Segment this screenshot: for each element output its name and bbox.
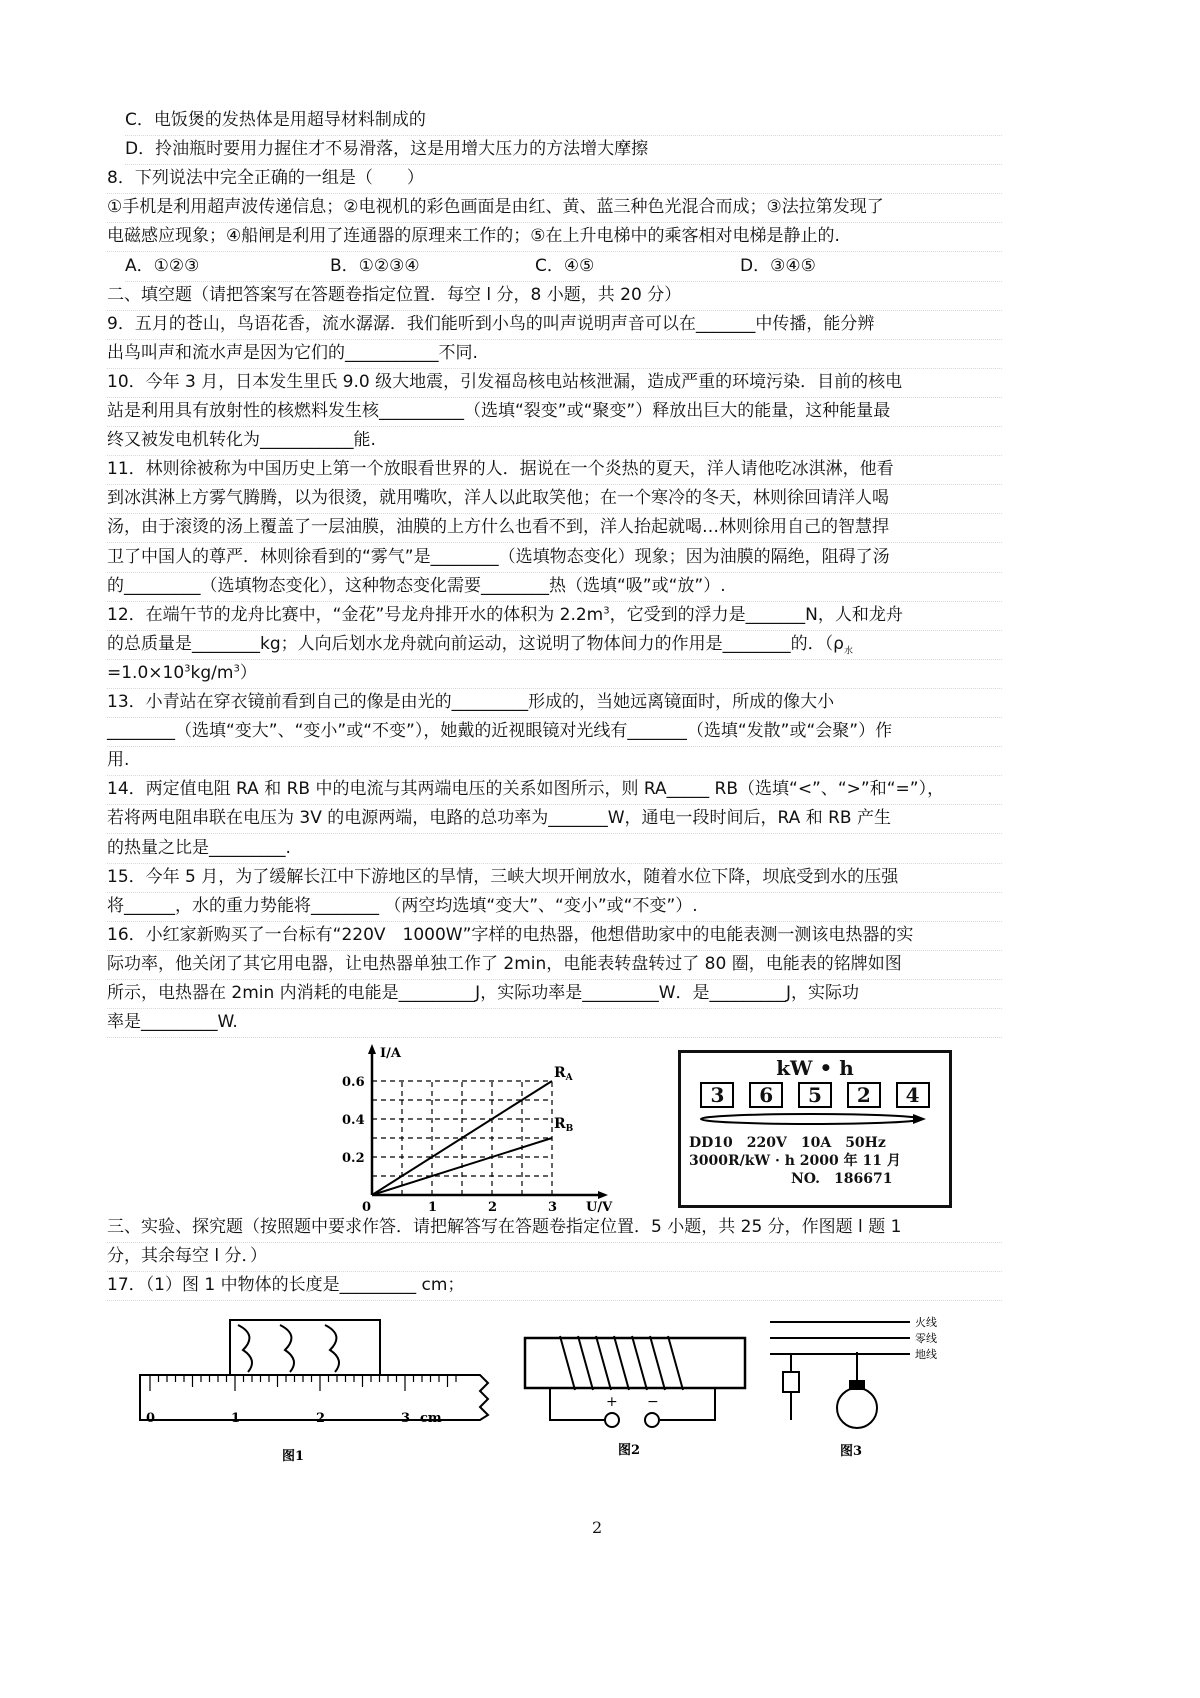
series-label: $R_B$	[554, 1116, 574, 1134]
text-line: 际功率，他关闭了其它用电器，让电热器单独工作了 2min，电能表转盘转过了 80 圈，电能表的铭牌如图	[107, 950, 1002, 980]
meter-digit: 2	[847, 1082, 881, 1108]
iv-graph	[340, 1040, 620, 1215]
question-12	[107, 601, 1002, 631]
ruler-label: 2	[316, 1411, 326, 1426]
light-bulb-icon	[837, 1388, 877, 1428]
text-line: 三、实验、探究题（按照题中要求作答．请把解答写在答题卷指定位置．5 小题，共 25 分，作图题 l 题 1	[107, 1213, 1002, 1243]
text-line: 15．今年 5 月，为了缓解长江中下游地区的旱情，三峡大坝开闸放水，随着水位下降，坝底受到水的压强	[107, 863, 1002, 893]
x-axis-arrow	[598, 1191, 608, 1199]
text-line: 14．两定值电阻 RA 和 RB 中的电流与其两端电压的关系如图所示，则 RA_____ RB（选填“<”、“>”和“=”），	[107, 775, 1002, 805]
y-tick-label: 0.4	[342, 1113, 365, 1128]
ruler-label: 1	[231, 1411, 241, 1426]
text-line: 站是利用具有放射性的核燃料发生核__________（选填“裂变”或“聚变”）释放出巨大的能量，这种能量最	[107, 397, 1002, 427]
meter-digit: 5	[798, 1082, 832, 1108]
text: 3	[233, 663, 240, 675]
option: D．③④⑤	[740, 255, 816, 276]
y-tick-label: 0.2	[342, 1151, 365, 1166]
text-line: 分，其余每空 l 分．）	[107, 1242, 1002, 1272]
text: 3	[603, 605, 610, 617]
text-line	[107, 630, 1002, 660]
text: =1.0×10	[107, 662, 185, 683]
wire-label: 地线	[915, 1348, 937, 1361]
text-line: 10．今年 3 月，日本发生里氏 9.0 级大地震，引发福岛核电站核泄漏，造成严重的环境污染．目前的核电	[107, 368, 1002, 398]
text-line: 将______，水的重力势能将________ （两空均选填“变大”、“变小”或“不变”）.	[107, 892, 1002, 922]
text-line: ________（选填“变大”、“变小”或“不变”），她戴的近视眼镜对光线有_______（选填“发散”或“会聚”）作	[107, 717, 1002, 747]
text-line: 电磁感应现象；④船闸是利用了连通器的原理来工作的；⑤在上升电梯中的乘客相对电梯是静止的.	[107, 222, 1002, 252]
option: A．①②③	[125, 255, 200, 276]
figure-1-ruler	[130, 1310, 500, 1470]
text-line: 11．林则徐被称为中国历史上第一个放眼看世界的人．据说在一个炎热的夏天，洋人请他吃冰淇淋，他看	[107, 455, 1002, 485]
text-line: 13．小青站在穿衣镜前看到自己的像是由光的_________形成的，当她远离镜面时，所成的像大小	[107, 688, 1002, 718]
meter-digit: 4	[896, 1082, 930, 1108]
text: 12．在端午节的龙舟比赛中，“金花”号龙舟排开水的体积为 2.2m	[107, 604, 604, 625]
text: ，它受到的浮力是_______N，人和龙舟	[609, 604, 903, 625]
positive-terminal: +	[606, 1394, 618, 1410]
text-line: ①手机是利用超声波传递信息；②电视机的彩色画面是由红、黄、蓝三种色光混合而成；③法拉第发现了	[107, 193, 1002, 223]
series-label: $R_A$	[554, 1065, 573, 1083]
ruler-label: 0	[146, 1411, 156, 1426]
answer-options	[125, 252, 1002, 282]
meter-serial: NO. 186671	[791, 1171, 893, 1187]
text-line: 的热量之比是_________.	[107, 834, 1002, 864]
figure-3-circuit	[765, 1310, 965, 1470]
option: B．①②③④	[330, 255, 420, 276]
text: 水	[843, 646, 853, 657]
figure-caption: 图3	[840, 1444, 863, 1459]
meter-digit: 3	[700, 1082, 734, 1108]
meter-disc-arrow	[681, 1108, 949, 1130]
x-tick-label: 2	[488, 1200, 498, 1215]
figure-caption: 图2	[618, 1443, 641, 1458]
text-line: 到冰淇淋上方雾气腾腾，以为很烫，就用嘴吹，洋人以此取笑他；在一个寒冷的冬天，林则徐回请洋人喝	[107, 484, 1002, 514]
meter-spec: DD10 220V 10A 50Hz	[689, 1135, 886, 1151]
socket-icon	[783, 1372, 799, 1392]
meter-digits	[681, 1082, 949, 1108]
text-line: 16．小红家新购买了一台标有“220V 1000W”字样的电热器，他想借助家中的电能表测一测该电热器的实	[107, 921, 1002, 951]
x-tick-label: 1	[428, 1200, 438, 1215]
text: 的总质量是________kg；人向后划水龙舟就向前运动，这说明了物体间力的作用是________的．（ρ	[107, 633, 844, 654]
text: ）	[239, 662, 257, 683]
y-axis-arrow	[368, 1044, 376, 1054]
meter-unit: kW • h	[776, 1056, 854, 1080]
text-line: 卫了中国人的尊严．林则徐看到的“雾气”是________（选填物态变化）现象；因为油膜的隔绝，阻碍了汤	[107, 543, 1002, 573]
y-axis-label: I/A	[380, 1046, 401, 1061]
text-line: 17．（1）图 1 中物体的长度是_________ cm；	[107, 1271, 1002, 1301]
figure-caption: 图1	[282, 1449, 305, 1464]
ruler-unit: cm	[420, 1411, 442, 1426]
text-line: 的_________（选填物态变化），这种物态变化需要________热（选填“吸”或“放”）.	[107, 572, 1002, 602]
option: C．④⑤	[535, 255, 595, 276]
text-line: 汤，由于滚烫的汤上覆盖了一层油膜，油膜的上方什么也看不到，洋人抬起就喝…林则徐用自己的智慧捍	[107, 513, 1002, 543]
text-line: 用.	[107, 746, 1002, 776]
x-axis-label: U/V	[586, 1200, 613, 1215]
text-line: 终又被发电机转化为___________能.	[107, 426, 1002, 456]
text-line	[107, 659, 1002, 689]
meter-digit: 6	[749, 1082, 783, 1108]
text-line: 出鸟叫声和流水声是因为它们的___________不同.	[107, 339, 1002, 369]
energy-meter	[678, 1050, 952, 1208]
text: 3	[184, 663, 191, 675]
x-tick-label: 0	[362, 1200, 372, 1215]
meter-spec: 3000R/kW · h 2000 年 11 月	[689, 1153, 901, 1169]
text-line: 率是_________W.	[107, 1008, 1002, 1038]
negative-terminal: −	[647, 1394, 659, 1410]
wire-label: 零线	[915, 1332, 937, 1345]
text-line: 9．五月的苍山，鸟语花香，流水潺潺．我们能听到小鸟的叫声说明声音可以在_______中传播，能分辨	[107, 310, 1002, 340]
figure-2-solenoid	[520, 1330, 750, 1460]
text-line: 二、填空题（请把答案写在答题卷指定位置．每空 l 分，8 小题，共 20 分）	[107, 281, 1002, 311]
ruler-label: 3	[401, 1411, 411, 1426]
x-tick-label: 3	[548, 1200, 558, 1215]
text-line: 若将两电阻串联在电压为 3V 的电源两端，电路的总功率为_______W，通电一段时间后，RA 和 RB 产生	[107, 804, 1002, 834]
text-line: C．电饭煲的发热体是用超导材料制成的	[125, 106, 1002, 136]
wire-label: 火线	[915, 1316, 937, 1329]
text-line: D．拎油瓶时要用力握住才不易滑落，这是用增大压力的方法增大摩擦	[125, 135, 1002, 165]
text: kg/m	[190, 662, 234, 683]
y-tick-label: 0.6	[342, 1075, 365, 1090]
text-line: 所示，电热器在 2min 内消耗的电能是_________J，实际功率是_________W．是_________J，实际功	[107, 979, 1002, 1009]
page-number: 2	[592, 1518, 603, 1537]
text-line: 8．下列说法中完全正确的一组是（ ）	[107, 164, 1002, 194]
